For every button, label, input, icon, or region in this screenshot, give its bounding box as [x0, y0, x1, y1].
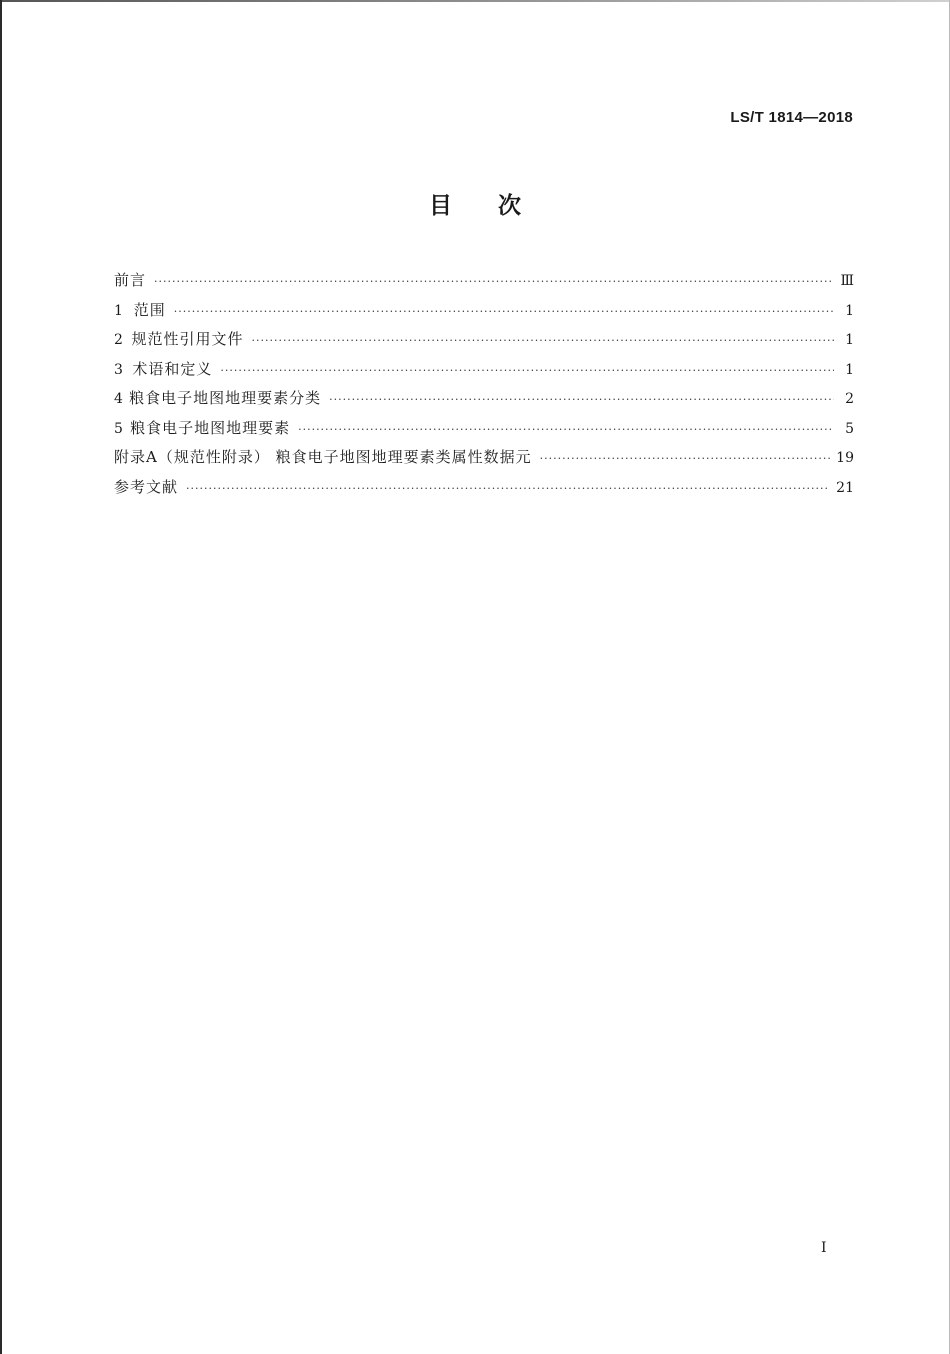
toc-entry-scope[interactable]	[114, 296, 854, 326]
toc-entry-page: 19	[836, 450, 854, 466]
toc-entry-foreword[interactable]	[114, 266, 854, 296]
toc-entry-page: 21	[836, 479, 854, 496]
dot-leader	[329, 385, 834, 415]
toc-entry-page: Ⅲ	[840, 273, 854, 289]
toc-entry-label: 粮食电子地图地理要素分类	[129, 389, 322, 407]
dot-leader	[540, 444, 831, 474]
dot-leader	[174, 297, 834, 327]
toc-entry-page: 1	[845, 361, 854, 378]
dot-leader	[298, 415, 834, 445]
toc-entry-page: 1	[845, 302, 854, 319]
dot-leader	[251, 326, 834, 356]
toc-entry-number: 3	[114, 361, 123, 378]
table-of-contents	[114, 266, 854, 502]
toc-entry-normative-references[interactable]	[114, 325, 854, 355]
page-number: I	[821, 1240, 827, 1256]
toc-entry-page: 2	[845, 391, 854, 407]
toc-entry-label: 规范性引用文件	[131, 330, 244, 348]
toc-entry-number: 2	[114, 332, 123, 348]
toc-entry-bibliography[interactable]	[114, 473, 854, 503]
toc-entry-number: 5	[114, 420, 123, 437]
toc-entry-classification[interactable]	[114, 384, 854, 414]
toc-entry-page: 5	[845, 420, 854, 437]
toc-entry-label: 术语和定义	[132, 359, 213, 378]
dot-leader	[186, 474, 830, 504]
toc-entry-terms-definitions[interactable]	[114, 355, 854, 385]
scan-edge-top	[0, 0, 950, 2]
toc-entry-page: 1	[845, 332, 854, 348]
toc-entry-label: 范围	[133, 300, 166, 319]
toc-entry-number: 1	[114, 302, 123, 319]
toc-entry-label: 前言	[114, 271, 147, 289]
toc-entry-label: 参考文献	[114, 477, 179, 496]
dot-leader	[220, 356, 834, 386]
dot-leader	[154, 267, 834, 297]
toc-entry-geographic-elements[interactable]	[114, 414, 854, 444]
page-title: 目次	[429, 193, 567, 219]
toc-entry-appendix-a[interactable]	[114, 443, 854, 473]
toc-entry-label: 附录A（规范性附录） 粮食电子地图地理要素类属性数据元	[114, 448, 532, 466]
toc-entry-number: 4	[114, 391, 123, 407]
toc-entry-label: 粮食电子地图地理要素	[130, 418, 291, 437]
standard-code: LS/T 1814—2018	[730, 109, 853, 126]
